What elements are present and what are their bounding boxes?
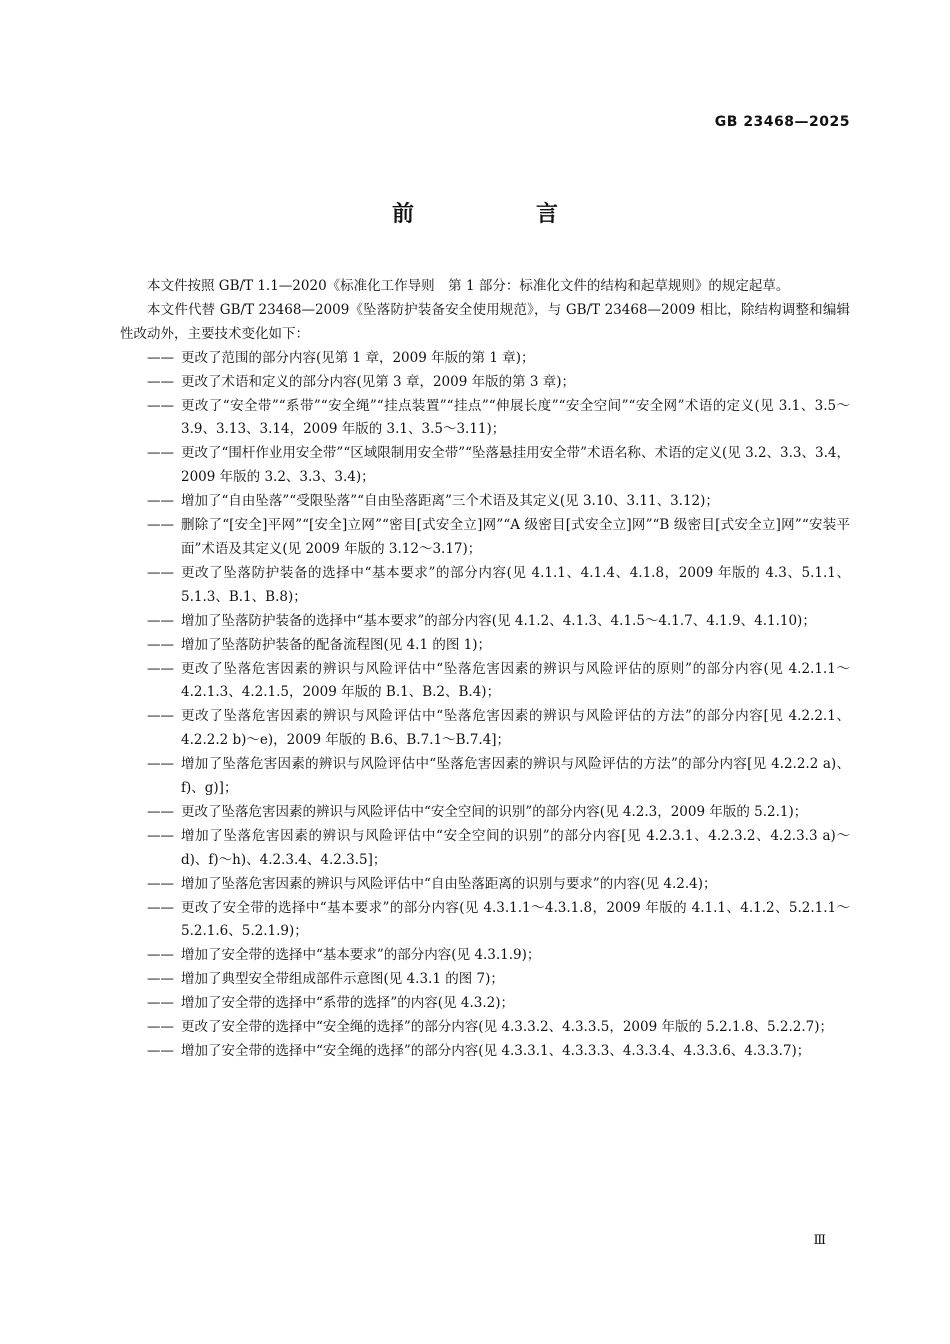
standard-code: GB 23468—2025 bbox=[714, 114, 850, 130]
list-dash: —— bbox=[147, 708, 174, 725]
list-item-text: 更改了坠落危害因素的辨识与风险评估中“坠落危害因素的辨识与风险评估的原则”的部分内容(见 4.2.1.1～4.2.1.3、4.2.1.5，2009 年版的 B.1、B.2、B.4)； bbox=[181, 660, 850, 701]
list-item bbox=[120, 395, 850, 443]
list-item-text: 增加了典型安全带组成部件示意图(见 4.3.1 的图 7)； bbox=[181, 971, 504, 988]
list-item-text: 增加了坠落防护装备的选择中“基本要求”的部分内容(见 4.1.2、4.1.3、4.1.5～4.1.7、4.1.9、4.1.10)； bbox=[181, 612, 816, 629]
changes-list bbox=[120, 347, 850, 1064]
list-item-text: 增加了安全带的选择中“系带的选择”的内容(见 4.3.2)； bbox=[181, 995, 514, 1012]
list-dash: —— bbox=[147, 1019, 174, 1036]
list-dash: —— bbox=[147, 899, 174, 916]
list-item bbox=[120, 825, 850, 873]
list-item bbox=[120, 1016, 850, 1040]
list-dash: —— bbox=[147, 875, 174, 892]
list-item bbox=[120, 634, 850, 658]
list-dash: —— bbox=[147, 756, 174, 773]
list-item-text: 更改了术语和定义的部分内容(见第 3 章，2009 年版的第 3 章)； bbox=[181, 373, 576, 390]
list-item bbox=[120, 371, 850, 395]
list-item bbox=[120, 442, 850, 490]
list-item bbox=[120, 1040, 850, 1064]
list-dash: —— bbox=[147, 373, 174, 390]
list-dash: —— bbox=[147, 564, 174, 581]
list-item bbox=[120, 992, 850, 1016]
list-item-text: 增加了安全带的选择中“基本要求”的部分内容(见 4.3.1.9)； bbox=[181, 947, 541, 964]
list-item bbox=[120, 873, 850, 897]
list-dash: —— bbox=[147, 995, 174, 1012]
list-item bbox=[120, 610, 850, 634]
list-dash: —— bbox=[147, 947, 174, 964]
list-item-text: 增加了安全带的选择中“安全绳的选择”的部分内容(见 4.3.3.1、4.3.3.3、4.3.3.4、4.3.3.6、4.3.3.7)； bbox=[181, 1043, 811, 1059]
list-dash: —— bbox=[147, 493, 174, 510]
list-item bbox=[120, 897, 850, 945]
list-item bbox=[120, 490, 850, 514]
paragraph: 本文件代替 GB/T 23468—2009《坠落防护装备安全使用规范》，与 GB/T 23468—2009 相比，除结构调整和编辑性改动外，主要技术变化如下： bbox=[120, 301, 850, 342]
list-item bbox=[120, 514, 850, 562]
list-item-text: 更改了安全带的选择中“安全绳的选择”的部分内容(见 4.3.3.2、4.3.3.5，2009 年版的 5.2.1.8、5.2.2.7)； bbox=[181, 1019, 833, 1036]
list-dash: —— bbox=[147, 517, 174, 534]
list-item-text: 更改了坠落危害因素的辨识与风险评估中“安全空间的识别”的部分内容(见 4.2.3，2009 年版的 5.2.1)； bbox=[181, 803, 808, 820]
list-item-text: 增加了坠落防护装备的配备流程图(见 4.1 的图 1)； bbox=[181, 636, 491, 653]
list-item-text: 增加了“自由坠落”“受限坠落”“自由坠落距离”三个术语及其定义(见 3.10、3.11、3.12)； bbox=[181, 493, 719, 510]
list-item bbox=[120, 753, 850, 801]
list-item bbox=[120, 801, 850, 825]
list-dash: —— bbox=[147, 660, 174, 677]
list-dash: —— bbox=[147, 397, 174, 414]
list-dash: —— bbox=[147, 636, 174, 653]
page-title: 前 言 bbox=[391, 202, 608, 227]
list-item bbox=[120, 658, 850, 706]
list-dash: —— bbox=[147, 349, 174, 366]
list-dash: —— bbox=[147, 971, 174, 988]
list-item bbox=[120, 705, 850, 753]
list-item-text: 更改了“围杆作业用安全带”“区域限制用安全带”“坠落悬挂用安全带”术语名称、术语的定义(见 3.2、3.3、3.4，2009 年版的 3.2、3.3、3.4)； bbox=[181, 445, 850, 486]
list-item-text: 更改了坠落防护装备的选择中“基本要求”的部分内容(见 4.1.1、4.1.4、4.1.8，2009 年版的 4.3、5.1.1、5.1.3、B.1、B.8)； bbox=[181, 564, 850, 605]
list-item-text: 更改了安全带的选择中“基本要求”的部分内容(见 4.3.1.1～4.3.1.8，2009 年版的 4.1.1、4.1.2、5.2.1.1～5.2.1.6、5.2.1.9)； bbox=[181, 899, 850, 940]
list-dash: —— bbox=[147, 1043, 174, 1059]
list-item bbox=[120, 968, 850, 992]
list-item-text: 增加了坠落危害因素的辨识与风险评估中“坠落危害因素的辨识与风险评估的方法”的部分内容[见 4.2.2.2 a)、f)、g)]； bbox=[181, 756, 850, 797]
foreword-body bbox=[120, 275, 850, 1064]
paragraph: 本文件按照 GB/T 1.1—2020《标准化工作导则 第 1 部分：标准化文件的结构和起草规则》的规定起草。 bbox=[147, 278, 790, 294]
list-item-text: 删除了“[安全]平网”“[安全]立网”“密目[式安全立]网”“A 级密目[式安全立]网”“B 级密目[式安全立]网”“安装平面”术语及其定义(见 2009 年版的 3.12～3.17)； bbox=[181, 517, 850, 557]
list-dash: —— bbox=[147, 803, 174, 820]
list-item-text: 更改了范围的部分内容(见第 1 章，2009 年版的第 1 章)； bbox=[181, 349, 535, 366]
list-item-text: 更改了坠落危害因素的辨识与风险评估中“坠落危害因素的辨识与风险评估的方法”的部分内容[见 4.2.2.1、4.2.2.2 b)～e)，2009 年版的 B.6、B.7.1～B.7.4]； bbox=[181, 708, 850, 749]
list-dash: —— bbox=[147, 445, 174, 462]
list-item bbox=[120, 347, 850, 371]
page-number: Ⅲ bbox=[813, 1233, 826, 1248]
list-item bbox=[120, 562, 850, 610]
list-dash: —— bbox=[147, 612, 174, 629]
list-item-text: 增加了坠落危害因素的辨识与风险评估中“自由坠落距离的识别与要求”的内容(见 4.2.4)； bbox=[181, 875, 717, 892]
list-dash: —— bbox=[147, 827, 174, 844]
list-item-text: 增加了坠落危害因素的辨识与风险评估中“安全空间的识别”的部分内容[见 4.2.3.1、4.2.3.2、4.2.3.3 a)～d)、f)～h)、4.2.3.4、4.2.3.5]； bbox=[181, 827, 850, 868]
list-item-text: 更改了“安全带”“系带”“安全绳”“挂点装置”“挂点”“伸展长度”“安全空间”“安全网”术语的定义(见 3.1、3.5～3.9、3.13、3.14，2009 年版的 3.1、3.5～3.11)； bbox=[181, 397, 850, 438]
list-item bbox=[120, 944, 850, 968]
